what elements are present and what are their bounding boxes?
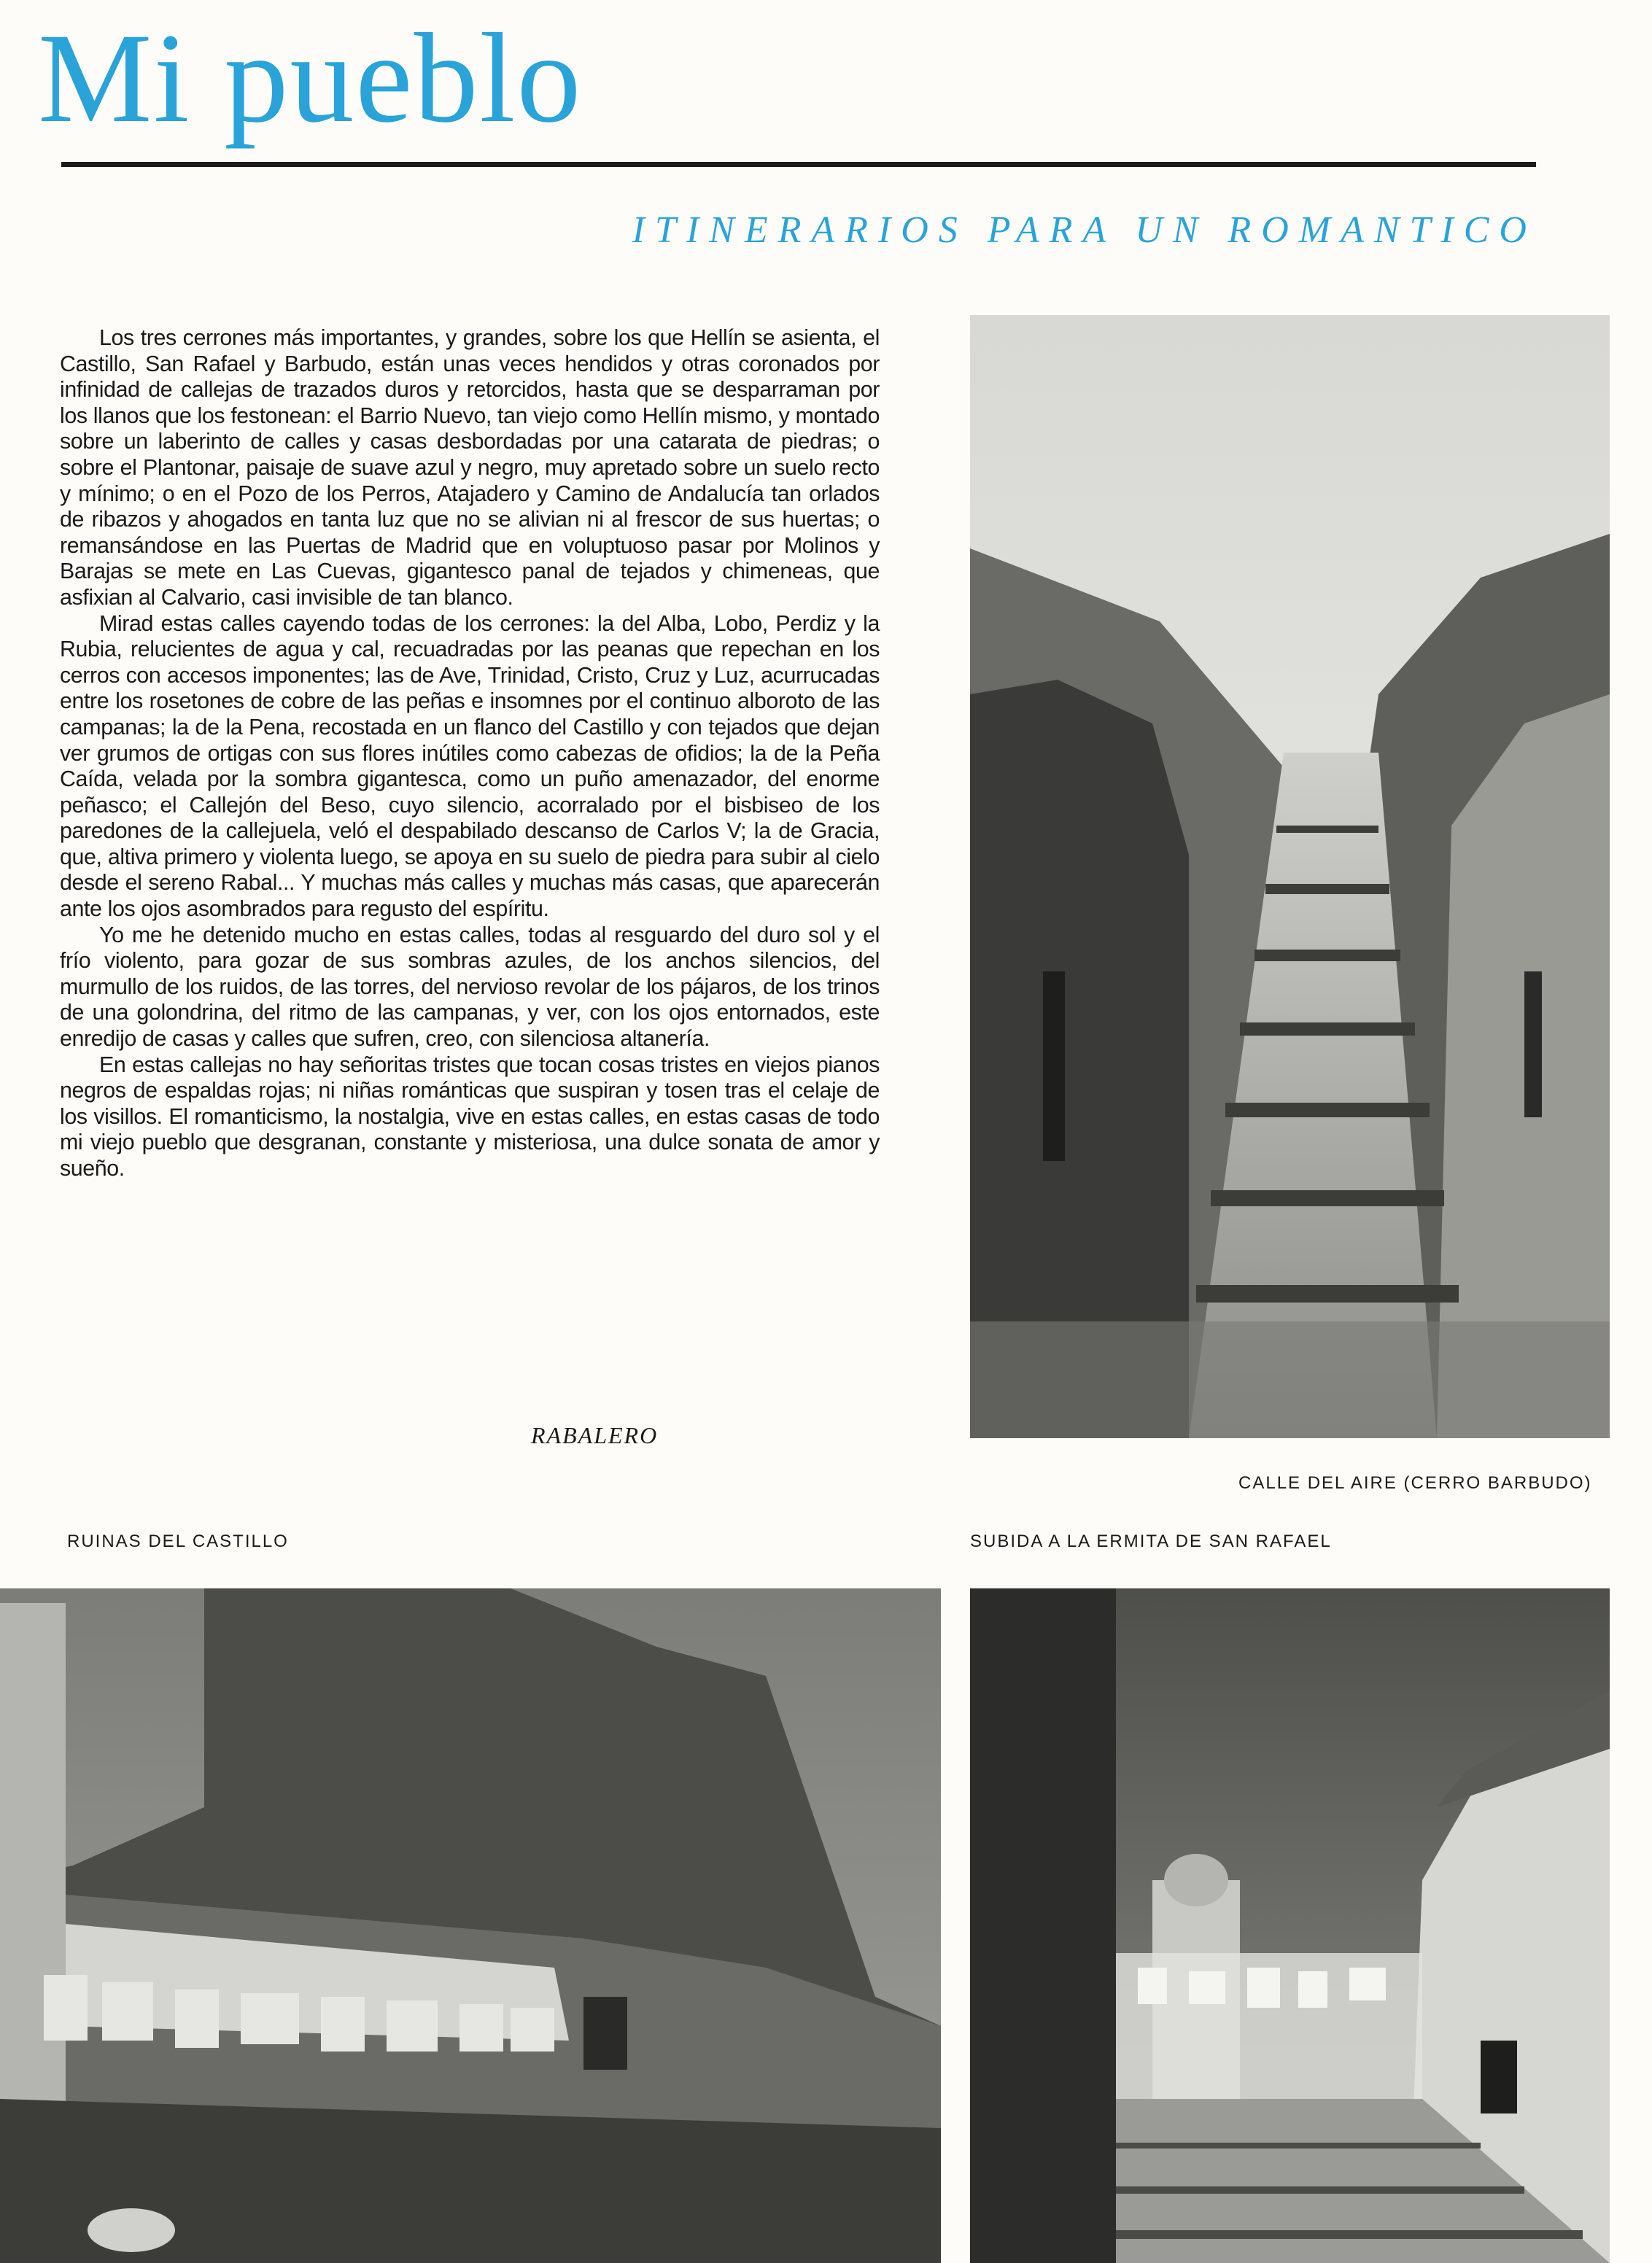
article-paragraph: Yo me he detenido mucho en estas calles, todas al resguardo del duro sol y el frío violento, para gozar de sus sombras azules, de los anchos silencios, del murmullo de los ruidos, de las torres, del nervioso revolar de los pájaros, de los trinos de una golondrina, del ritmo de las campanas, y ver, con los ojos entornados, este enredijo de casas y calles que sufren, creo, con silenciosa altanería. [60, 922, 880, 1052]
article-paragraph: En estas callejas no hay señoritas tristes que tocan cosas tristes en viejos pianos negros de espaldas rojas; ni niñas románticas que suspiran y tosen tras el celaje de los visillos. El romanticismo, la nostalgia, vive en estas calles, en estas casas de todo mi viejo pueblo que desgranan, constante y misteriosa, una dulce sonata de amor y sueño. [60, 1052, 880, 1181]
caption-calle-del-aire: CALLE DEL AIRE (CERRO BARBUDO) [1238, 1473, 1592, 1493]
article-body [60, 325, 880, 1182]
article-author: RABALERO [531, 1422, 659, 1448]
article-paragraph: Los tres cerrones más importantes, y grandes, sobre los que Hellín se asienta, el Castillo, San Rafael y Barbudo, están unas veces hendidos y otras coronados por infinidad de callejas de trazados duros y retorcidos, hasta que se desparraman por los llanos que los festonean: el Barrio Nuevo, tan viejo como Hellín mismo, y montado sobre un laberinto de calles y casas desbordadas por una catarata de piedras; o sobre el Plantonar, paisaje de suave azul y negro, muy apretado sobre un suelo recto y mínimo; o en el Pozo de los Perros, Atajadero y Camino de Andalucía tan orlados de ribazos y ahogados en tanta luz que no se alivian ni al frescor de sus huertas; o remansándose en las Puertas de Madrid que en voluptuoso pasar por Molinos y Barajas se mete en Las Cuevas, gigantesco panal de tejados y chimeneas, que asfixian al Calvario, casi invisible de tan blanco. [60, 325, 880, 610]
article-paragraph: Mirad estas calles cayendo todas de los cerrones: la del Alba, Lobo, Perdiz y la Rubia, relucientes de agua y cal, recuadradas por las peanas que repechan en los cerros con accesos imponentes; las de Ave, Trinidad, Cristo, Cruz y Luz, acurrucadas entre los rosetones de cobre de las peñas e insomnes por el continuo alboroto de las campanas; la de la Pena, recostada en un flanco del Castillo y con tejados que dejan ver grumos de ortigas con sus flores inútiles como cabezas de ofidios; la de la Peña Caída, velada por la sombra gigantesca, como un puño amenazador, del enorme peñasco; el Callejón del Beso, cuyo silencio, acorralado por el bisbiseo de los paredones de la callejuela, veló el despabilado descanso de Carlos V; la de Gracia, que, altiva primero y violenta luego, se apoya en su suelo de piedra para subir al cielo desde el sereno Rabal... Y muchas más calles y muchas más casas, que aparecerán ante los ojos asombrados para regusto del espíritu. [60, 610, 880, 922]
stepped-street-photo-image [970, 315, 1610, 1438]
photo-ruinas-castillo [0, 1588, 941, 2263]
photo-ermita-san-rafael [970, 1588, 1610, 2263]
castle-ruins-photo-image [0, 1588, 941, 2263]
caption-ruinas-castillo: RUINAS DEL CASTILLO [67, 1532, 289, 1551]
title-divider [61, 162, 1536, 167]
page-title: Mi pueblo [38, 7, 583, 150]
article-subtitle: ITINERARIOS PARA UN ROMANTICO [632, 209, 1537, 251]
caption-ermita-san-rafael: SUBIDA A LA ERMITA DE SAN RAFAEL [970, 1532, 1332, 1551]
hermitage-climb-photo-image [970, 1588, 1610, 2263]
photo-calle-del-aire [970, 315, 1610, 1438]
